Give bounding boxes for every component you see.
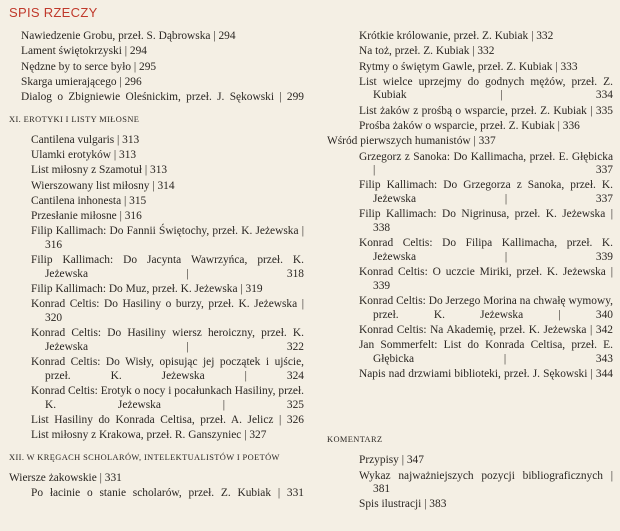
toc-entry: List Hasiliny do Konrada Celtisa, przeł. A. Jelicz | 326 [31, 413, 304, 426]
toc-entry: Wierszowany list miłosny | 314 [31, 179, 175, 192]
toc-entry: Rytmy o świętym Gawle, przeł. Z. Kubiak | 333 [359, 60, 578, 73]
toc-entry: Cantilena vulgaris | 313 [31, 133, 140, 146]
toc-entry: Konrad Celtis: Na Akademię, przeł. K. Jeżewska | 342 [359, 323, 613, 336]
toc-entry: Konrad Celtis: Do Jerzego Morina na chwałę wymowy, przeł. K. Jeżewska | 340 [359, 294, 613, 321]
toc-column-right [327, 30, 613, 514]
toc-entry: Przesłanie miłosne | 316 [31, 210, 142, 223]
toc-entry: List wielce uprzejmy do godnych mężów, przeł. Z. Kubiak | 334 [359, 75, 613, 102]
toc-entry: Ulamki erotyków | 313 [31, 149, 137, 161]
toc-entry: Przypisy | 347 [359, 454, 424, 467]
section-heading: XI. EROTYKI I LISTY MIŁOSNE [9, 114, 140, 124]
toc-entry: Krótkie królowanie, przeł. Z. Kubiak | 332 [359, 30, 554, 42]
toc-entry: Na toż, przeł. Z. Kubiak | 332 [359, 45, 495, 58]
toc-entry: Nawiedzenie Grobu, przeł. S. Dąbrowska | 294 [21, 30, 236, 42]
section-heading: XII. W KRĘGACH SCHOLARÓW, INTELEKTUALISTÓW I POETÓW [9, 452, 280, 462]
toc-entry: Po łacinie o stanie scholarów, przeł. Z. Kubiak | 331 [31, 487, 304, 500]
toc-column-left [9, 30, 304, 502]
toc-entry: Napis nad drzwiami biblioteki, przeł. J. Sękowski | 344 [359, 367, 613, 380]
toc-entry: Spis ilustracji | 383 [359, 498, 447, 511]
toc-entry: Wiersze żakowskie | 331 [9, 471, 122, 484]
toc-entry: Konrad Celtis: O uczcie Miriki, przeł. K. Jeżewska | 339 [359, 266, 613, 292]
toc-entry: Filip Kallimach: Do Jacynta Wawrzyńca, przeł. K. Jeżewska | 318 [31, 254, 304, 280]
toc-entry: Konrad Celtis: Do Hasiliny o burzy, przeł. K. Jeżewska | 320 [31, 298, 304, 325]
section-heading: KOMENTARZ [327, 435, 383, 445]
toc-entry: Filip Kallimach: Do Fannii Świętochy, przeł. K. Jeżewska | 316 [31, 225, 304, 251]
toc-entry: Skarga umierającego | 296 [21, 75, 142, 88]
toc-entry: Lament świętokrzyski | 294 [21, 45, 147, 58]
toc-entry: Filip Kallimach: Do Nigrinusa, przeł. K. Jeżewska | 338 [359, 208, 613, 234]
toc-entry: List miłosny z Szamotuł | 313 [31, 164, 168, 177]
toc-entry: Filip Kallimach: Do Grzegorza z Sanoka, przeł. K. Jeżewska | 337 [359, 179, 613, 206]
toc-entry: Prośba żaków o wsparcie, przeł. Z. Kubiak | 336 [359, 120, 580, 132]
toc-entry: Konrad Celtis: Do Wisły, opisując jej początek i ujście, przeł. K. Jeżewska | 324 [31, 356, 304, 382]
toc-entry: Cantilena inhonesta | 315 [31, 194, 147, 207]
toc-entry: Konrad Celtis: Erotyk o nocy i pocałunkach Hasiliny, przeł. K. Jeżewska | 325 [31, 385, 304, 411]
toc-entry: List żaków z prośbą o wsparcie, przeł. Z. Kubiak | 335 [359, 104, 613, 117]
section-gap [327, 383, 613, 425]
page-title: SPIS RZECZY [9, 5, 98, 20]
toc-entry: Dialog o Zbigniewie Oleśnickim, przeł. J. Sękowski | 299 [21, 91, 304, 104]
toc-entry: Konrad Celtis: Do Hasiliny wiersz heroiczny, przeł. K. Jeżewska | 322 [31, 327, 304, 353]
toc-entry: Grzegorz z Sanoka: Do Kallimacha, przeł. E. Głębicka | 337 [359, 150, 613, 177]
toc-entry: Konrad Celtis: Do Filipa Kallimacha, przeł. K. Jeżewska | 339 [359, 237, 613, 263]
toc-entry: Wykaz najważniejszych pozycji bibliograficznych | 381 [359, 469, 613, 496]
toc-entry: List miłosny z Krakowa, przeł. R. Ganszyniec | 327 [31, 429, 267, 442]
toc-entry: Jan Sommerfelt: List do Konrada Celtisa, przeł. E. Głębicka | 343 [359, 339, 613, 365]
toc-entry: Wśród pierwszych humanistów | 337 [327, 135, 496, 148]
toc-entry: Nędzne by to serce było | 295 [21, 60, 157, 73]
toc-entry: Filip Kallimach: Do Muz, przeł. K. Jeżewska | 319 [31, 283, 263, 296]
